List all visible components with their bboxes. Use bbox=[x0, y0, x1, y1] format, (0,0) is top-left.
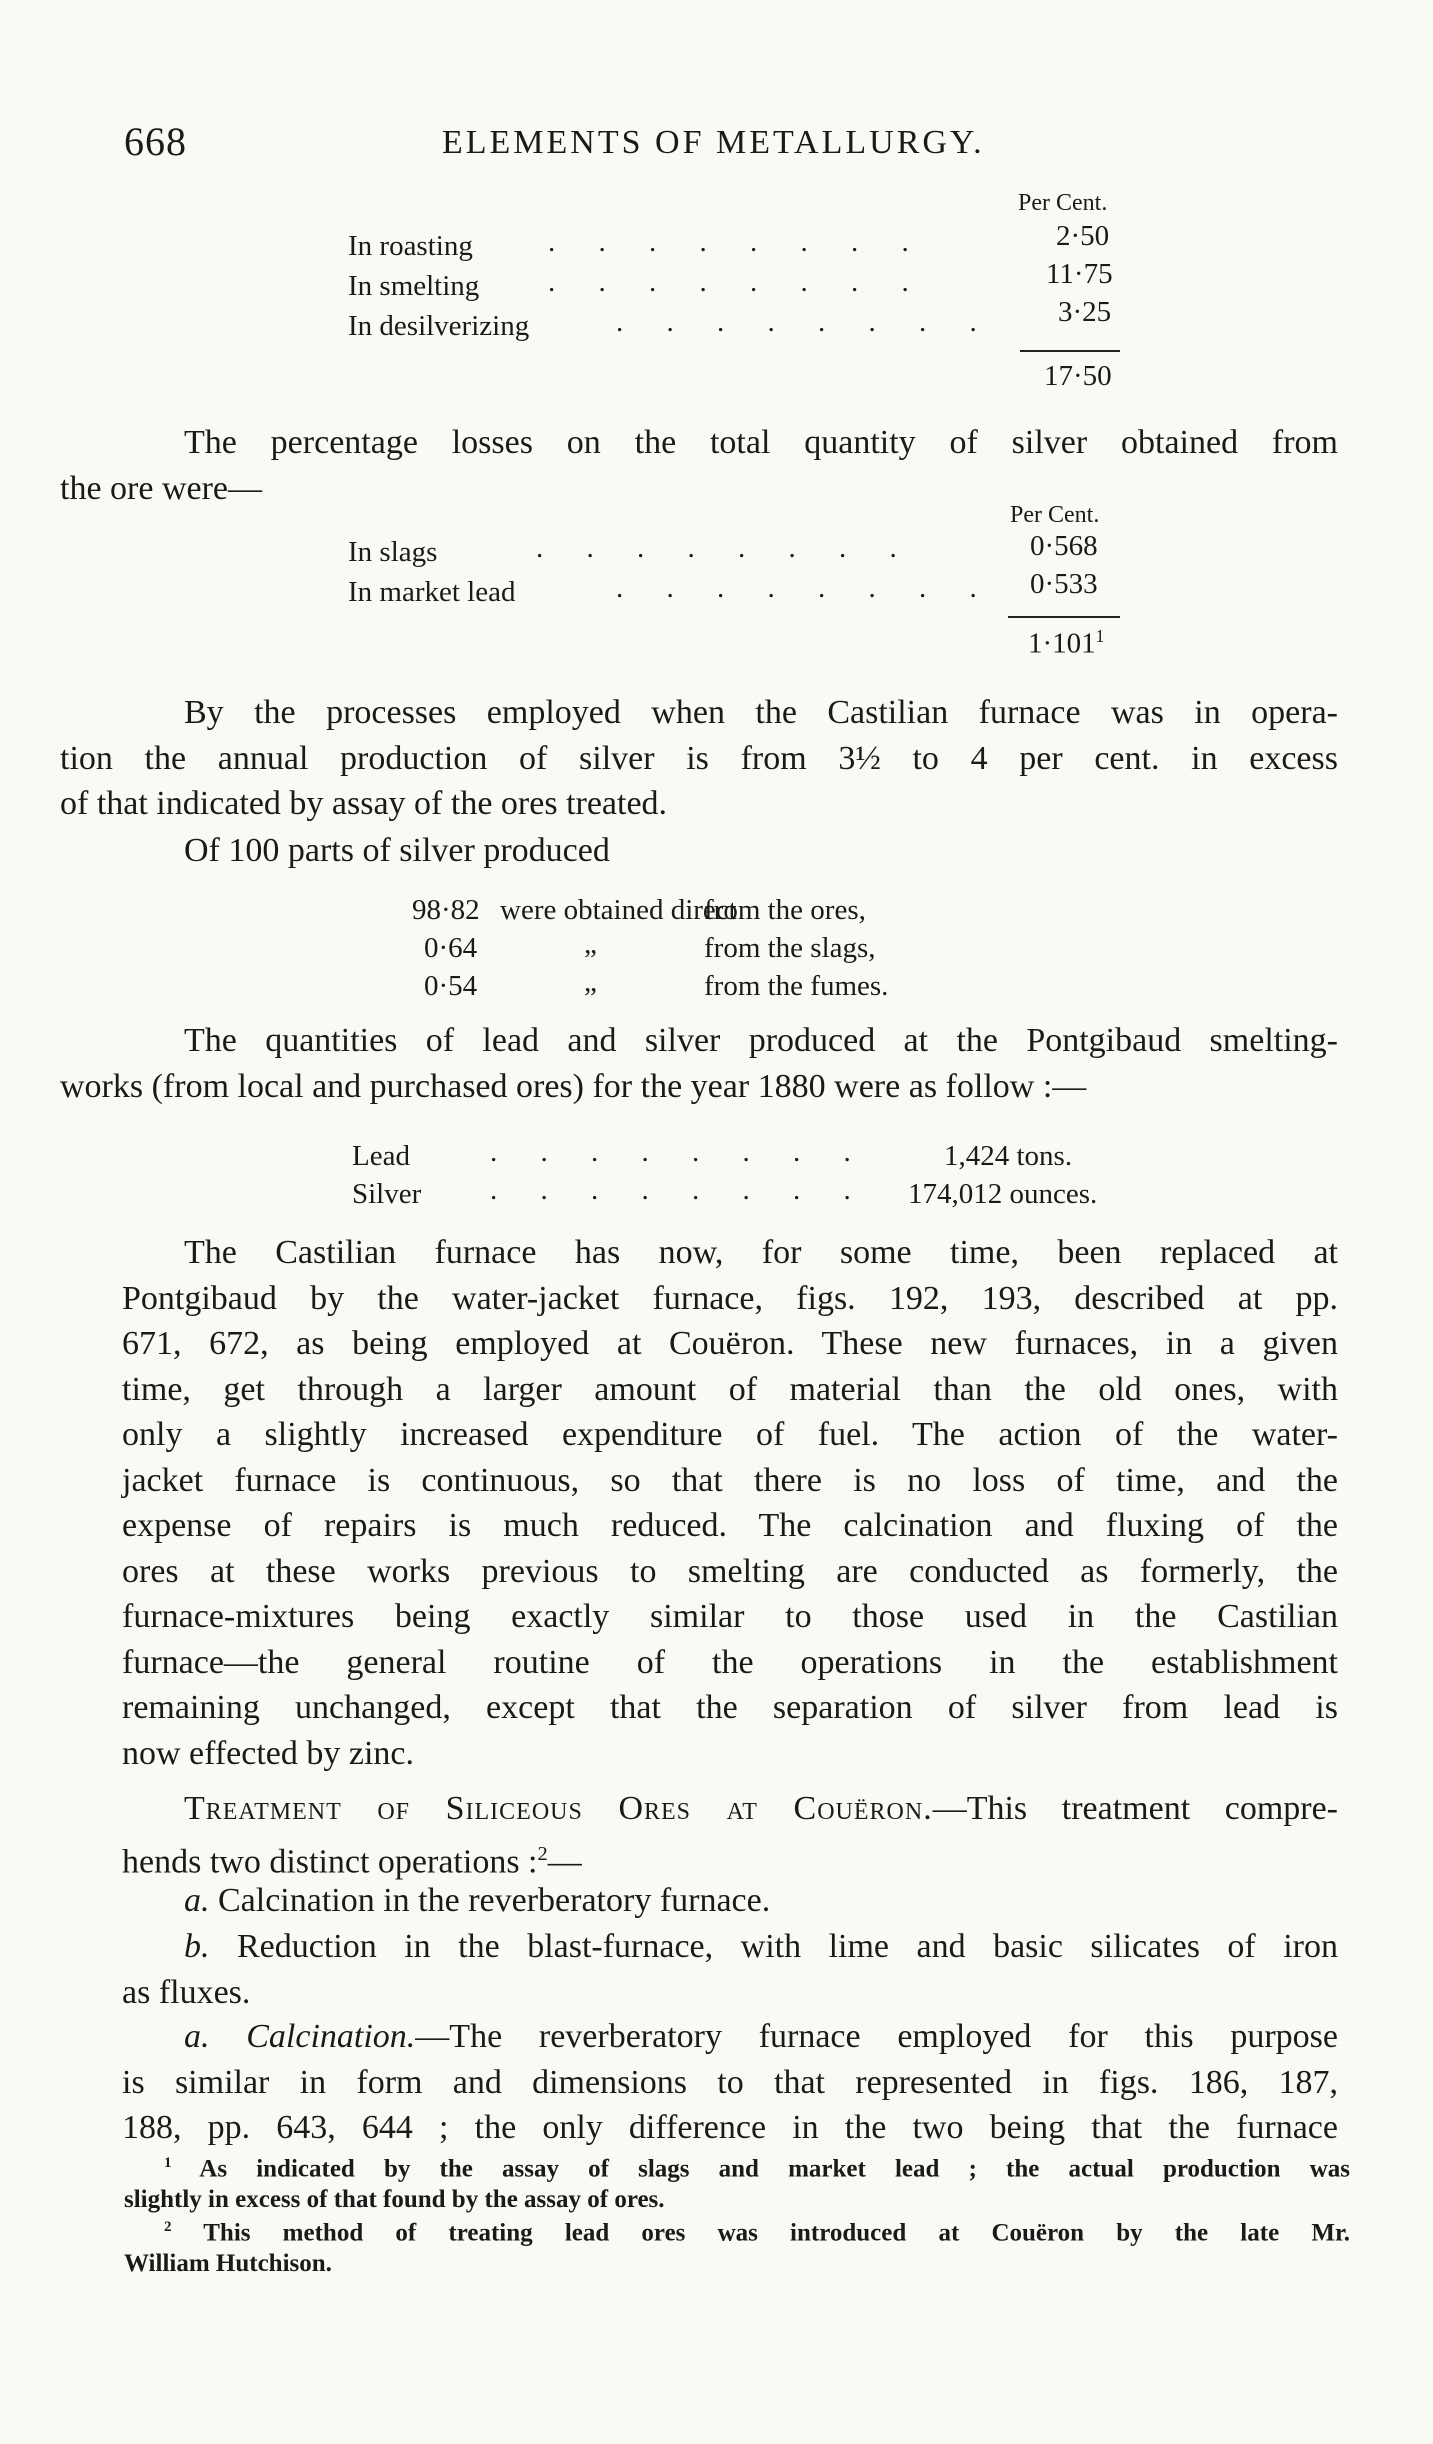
table-row-source: from the slags, bbox=[704, 932, 876, 964]
text-line: As indicated by the assay of slags and market lead ; the actual production was bbox=[199, 2155, 1351, 2183]
text-line: as fluxes. bbox=[122, 1973, 251, 2011]
table-row-label: Silver bbox=[352, 1178, 422, 1210]
table-row-source: from the ores, bbox=[704, 894, 866, 926]
footnote-ref: 1 bbox=[1095, 626, 1105, 646]
table-row-value: 0·54 bbox=[424, 970, 478, 1002]
text-line: ores at these works previous to smelting are conducted as formerly, the bbox=[122, 1552, 1338, 1590]
text-line: William Hutchison. bbox=[124, 2250, 332, 2278]
text-line: only a slightly increased expenditure of fuel. The action of the water- bbox=[122, 1416, 1338, 1453]
footnote bbox=[124, 2148, 1350, 2215]
paragraph bbox=[60, 1018, 1338, 1109]
table-row-value: 174,012 ounces. bbox=[908, 1178, 1098, 1210]
table-row-value: 2·50 bbox=[1056, 220, 1110, 252]
text-line: works (from local and purchased ores) for the year 1880 were as follow :— bbox=[60, 1067, 1087, 1105]
text-line: hends two distinct operations : bbox=[122, 1842, 538, 1880]
text-line: tion the annual production of silver is from 3½ to 4 per cent. in excess bbox=[60, 739, 1338, 777]
text-line: —This treatment compre- bbox=[932, 1790, 1339, 1827]
table-row-value: 0·64 bbox=[424, 932, 478, 964]
text-line: of that indicated by assay of the ores treated. bbox=[60, 785, 668, 822]
dot-leader: . . . . . . . . bbox=[616, 572, 995, 604]
table-row-label: In roasting bbox=[348, 230, 473, 262]
table-row-value: 3·25 bbox=[1058, 296, 1112, 328]
dot-leader: . . . . . . . . bbox=[616, 306, 995, 338]
table-row-label: In smelting bbox=[348, 270, 480, 302]
dot-leader: . . . . . . . . bbox=[490, 1136, 869, 1168]
table-row-source: from the fumes. bbox=[704, 970, 889, 1002]
table-row-label: Lead bbox=[352, 1140, 410, 1172]
footnote bbox=[124, 2212, 1350, 2279]
text-line: Reduction in the blast-furnace, with lime and basic silicates of iron bbox=[237, 1928, 1338, 1965]
table-row-value: 1,424 tons. bbox=[944, 1140, 1073, 1172]
text-line: —The reverberatory furnace employed for this purpose bbox=[415, 2018, 1338, 2055]
table-row-mid: were obtained direct bbox=[500, 894, 737, 926]
ditto-mark: „ bbox=[584, 928, 597, 960]
text-line: The percentage losses on the total quantity of silver obtained from bbox=[184, 424, 1338, 461]
table-column-header: Per Cent. bbox=[1018, 190, 1108, 216]
footnote-marker: 2 bbox=[164, 2219, 172, 2235]
paragraph bbox=[60, 420, 1338, 511]
dot-leader: . . . . . . . . bbox=[548, 226, 927, 258]
text-dash: — bbox=[547, 1842, 582, 1880]
text-line: now effected by zinc. bbox=[122, 1734, 415, 1772]
paragraph bbox=[60, 690, 1338, 827]
total-rule bbox=[1008, 616, 1120, 618]
text-line: furnace—the general routine of the operations in the establishment bbox=[122, 1643, 1338, 1681]
dot-leader: . . . . . . . . bbox=[490, 1174, 869, 1206]
text-line: This method of treating lead ores was introduced at Couëron by the late Mr. bbox=[203, 2219, 1350, 2247]
text-line: remaining unchanged, except that the separation of silver from lead is bbox=[122, 1689, 1338, 1726]
paragraph bbox=[122, 1786, 1338, 1884]
running-title: ELEMENTS OF METALLURGY. bbox=[442, 124, 985, 161]
total-rule bbox=[1020, 350, 1120, 352]
list-item bbox=[122, 1924, 1338, 2015]
text-line: time, get through a larger amount of material than the old ones, with bbox=[122, 1370, 1338, 1408]
table-row-value: 11·75 bbox=[1046, 258, 1113, 290]
list-marker: a. bbox=[184, 2018, 210, 2055]
paragraph bbox=[122, 828, 1338, 874]
text-line: By the processes employed when the Castilian furnace was in opera- bbox=[184, 694, 1338, 731]
table-total bbox=[1028, 626, 1104, 661]
text-line: 188, pp. 643, 644 ; the only difference in the two being that the furnace bbox=[122, 2109, 1338, 2146]
list-marker: b. bbox=[184, 1928, 210, 1965]
table-row-label: In desilverizing bbox=[348, 310, 530, 342]
text-line: 671, 672, as being employed at Couëron. These new furnaces, in a given bbox=[122, 1325, 1338, 1362]
text-line: the ore were— bbox=[60, 469, 263, 507]
total-value: 1·101 bbox=[1028, 627, 1096, 660]
list-marker: a. bbox=[184, 1882, 210, 1919]
section-heading: Calcination. bbox=[246, 2018, 416, 2055]
list-item bbox=[122, 1878, 1338, 1924]
dot-leader: . . . . . . . . bbox=[536, 532, 915, 564]
text-line: is similar in form and dimensions to that represented in figs. 186, 187, bbox=[122, 2063, 1338, 2101]
table-row-value: 98·82 bbox=[412, 894, 480, 926]
text-line: Calcination in the reverberatory furnace. bbox=[218, 1882, 771, 1919]
table-row-value: 0·533 bbox=[1030, 568, 1098, 600]
dot-leader: . . . . . . . . bbox=[548, 266, 927, 298]
page-number: 668 bbox=[124, 119, 187, 164]
text-line: The Castilian furnace has now, for some time, been replaced at bbox=[184, 1234, 1338, 1271]
text-line: jacket furnace is continuous, so that there is no loss of time, and the bbox=[122, 1461, 1338, 1499]
paragraph bbox=[122, 2014, 1338, 2151]
table-total: 17·50 bbox=[1044, 360, 1112, 392]
section-heading: Treatment of Siliceous Ores at Couëron. bbox=[184, 1790, 933, 1827]
text-line: Of 100 parts of silver produced bbox=[184, 832, 610, 869]
table-column-header: Per Cent. bbox=[1010, 502, 1100, 528]
paragraph bbox=[122, 1230, 1338, 1776]
footnote-ref: 2 bbox=[537, 1842, 548, 1865]
ditto-mark: „ bbox=[584, 966, 597, 998]
table-row-label: In market lead bbox=[348, 576, 516, 608]
text-line: slightly in excess of that found by the assay of ores. bbox=[124, 2186, 665, 2214]
table-row-label: In slags bbox=[348, 536, 438, 568]
footnote-marker: 1 bbox=[164, 2155, 172, 2171]
text-line: expense of repairs is much reduced. The calcination and fluxing of the bbox=[122, 1507, 1338, 1544]
text-line: The quantities of lead and silver produced at the Pontgibaud smelting- bbox=[184, 1022, 1338, 1059]
text-line: Pontgibaud by the water-jacket furnace, figs. 192, 193, described at pp. bbox=[122, 1279, 1338, 1317]
table-row-value: 0·568 bbox=[1030, 530, 1098, 562]
text-line: furnace-mixtures being exactly similar to those used in the Castilian bbox=[122, 1598, 1338, 1635]
